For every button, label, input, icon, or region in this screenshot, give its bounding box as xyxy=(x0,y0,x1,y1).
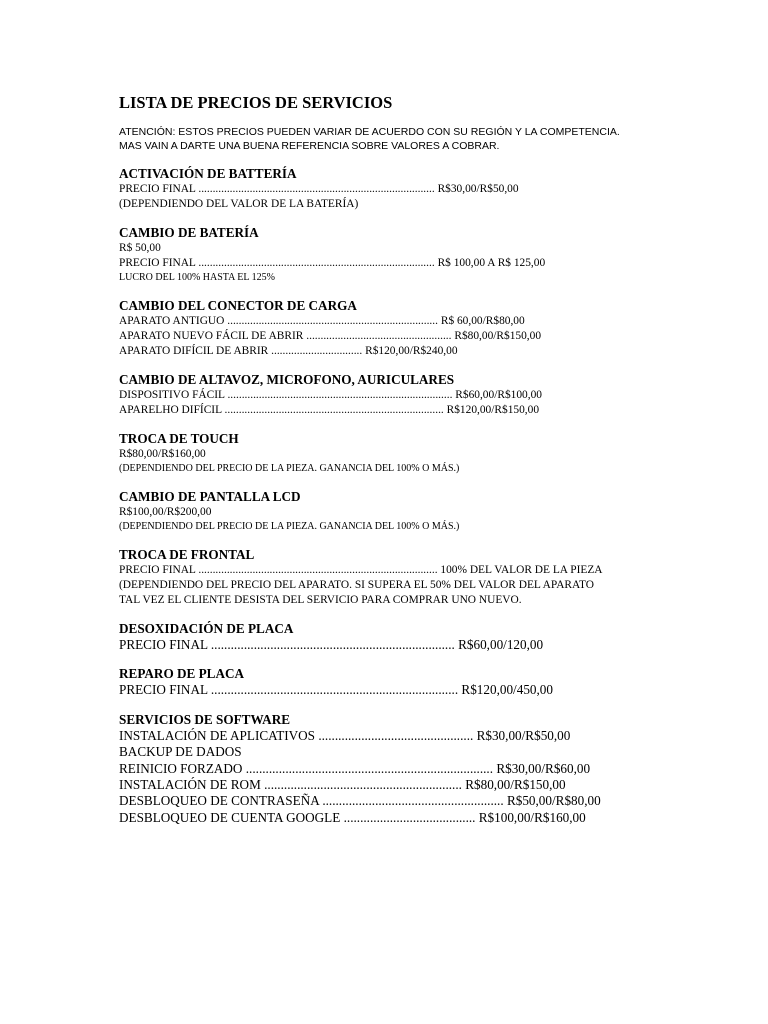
notice-line: MAS VAIN A DARTE UNA BUENA REFERENCIA SOBRE VALORES A COBRAR. xyxy=(119,139,500,152)
row-price: R$80,00/R$150,00 xyxy=(454,330,542,342)
row-price: R$50,00/R$80,00 xyxy=(506,793,601,809)
row-label: TAL VEZ EL CLIENTE DESISTA DEL SERVICIO PARA COMPRAR UNO NUEVO. xyxy=(119,594,522,606)
row-label: PRECIO FINAL xyxy=(119,637,208,652)
row-label: R$80,00/R$160,00 xyxy=(119,448,206,460)
dot-leader: ....................................................... xyxy=(322,793,504,809)
row-price: R$60,00/R$100,00 xyxy=(455,389,542,401)
dot-leader: .................................................................................... xyxy=(198,564,438,576)
dot-leader: ............................................... xyxy=(318,727,474,743)
service-section xyxy=(119,165,679,212)
section-title: DESOXIDACIÓN DE PLACA xyxy=(119,621,294,636)
price-row xyxy=(119,810,679,826)
dot-leader: ............................................................ xyxy=(264,777,462,793)
row-price: R$ 60,00/R$80,00 xyxy=(440,315,525,327)
price-row xyxy=(119,761,679,777)
row-label: APARELHO DIFÍCIL xyxy=(119,404,222,416)
dot-leader: .......................................................................... xyxy=(227,315,438,327)
row-label: APARATO ANTIGUO xyxy=(119,315,225,327)
row-price: R$80,00/R$150,00 xyxy=(465,777,566,793)
notice-line: ATENCIÓN: ESTOS PRECIOS PUEDEN VARIAR DE ACUERDO CON SU REGIÓN Y LA COMPETENCIA. xyxy=(119,126,620,138)
section-title: CAMBIO DEL CONECTOR DE CARGA xyxy=(119,298,357,313)
row-label: INSTALACIÓN DE ROM xyxy=(119,777,261,793)
sections-container xyxy=(119,165,679,826)
row-label: LUCRO DEL 100% HASTA EL 125% xyxy=(119,272,275,283)
price-row xyxy=(119,637,679,653)
price-row xyxy=(119,505,679,520)
price-row xyxy=(119,777,679,793)
row-price: R$30,00/R$60,00 xyxy=(496,760,591,776)
price-row xyxy=(119,462,679,476)
service-section xyxy=(119,371,679,418)
dot-leader: ............................................................................... xyxy=(227,389,453,401)
row-label: R$ 50,00 xyxy=(119,242,161,254)
price-row xyxy=(119,197,679,212)
service-section xyxy=(119,711,679,826)
price-row xyxy=(119,578,679,593)
row-label: APARATO NUEVO FÁCIL DE ABRIR xyxy=(119,330,304,342)
row-price: R$30,00/R$50,00 xyxy=(476,727,571,743)
row-label: DESBLOQUEO DE CONTRASEÑA xyxy=(119,793,320,809)
row-label: (DEPENDIENDO DEL PRECIO DEL APARATO. SI SUPERA EL 50% DEL VALOR DEL APARATO xyxy=(119,579,594,591)
row-price: R$30,00/R$50,00 xyxy=(437,183,519,195)
dot-leader: ........................................ xyxy=(343,809,476,825)
dot-leader: ................................................................................... xyxy=(198,257,435,269)
section-title: CAMBIO DE BATERÍA xyxy=(119,225,259,240)
price-row xyxy=(119,241,679,256)
price-row xyxy=(119,744,679,760)
row-label: DESBLOQUEO DE CUENTA GOOGLE xyxy=(119,809,341,825)
service-section xyxy=(119,430,679,476)
notice xyxy=(119,126,679,153)
row-label: REINICIO FORZADO xyxy=(119,760,243,776)
price-row xyxy=(119,447,679,462)
price-row xyxy=(119,344,679,359)
dot-leader: ........................................................................... xyxy=(245,760,494,776)
price-row xyxy=(119,314,679,329)
dot-leader: ................................ xyxy=(271,345,363,357)
row-label: DISPOSITIVO FÁCIL xyxy=(119,389,225,401)
row-label: PRECIO FINAL xyxy=(119,257,196,269)
row-label: BACKUP DE DADOS xyxy=(119,744,242,760)
price-row xyxy=(119,403,679,418)
service-section xyxy=(119,665,679,698)
price-row xyxy=(119,182,679,197)
section-title: REPARO DE PLACA xyxy=(119,666,245,682)
price-row xyxy=(119,728,679,744)
price-row xyxy=(119,329,679,344)
service-section xyxy=(119,488,679,534)
row-label: PRECIO FINAL xyxy=(119,183,196,195)
section-title: TROCA DE TOUCH xyxy=(119,431,239,446)
service-section xyxy=(119,620,679,653)
price-row xyxy=(119,520,679,534)
service-section xyxy=(119,224,679,285)
row-label: INSTALACIÓN DE APLICATIVOS xyxy=(119,727,316,743)
dot-leader: ................................................................................... xyxy=(198,183,435,195)
dot-leader: .......................................................................... xyxy=(210,637,455,652)
price-row xyxy=(119,388,679,403)
section-title: CAMBIO DE PANTALLA LCD xyxy=(119,489,301,504)
row-label: PRECIO FINAL xyxy=(119,682,208,698)
section-title: ACTIVACIÓN DE BATTERÍA xyxy=(119,166,297,181)
section-title: CAMBIO DE ALTAVOZ, MICROFONO, AURICULARES xyxy=(119,372,455,387)
price-row xyxy=(119,593,679,608)
section-title: SERVICIOS DE SOFTWARE xyxy=(119,711,291,727)
row-price: R$120,00/R$240,00 xyxy=(365,345,458,357)
service-section xyxy=(119,546,679,608)
row-label: R$100,00/R$200,00 xyxy=(119,506,212,518)
row-label: APARATO DIFÍCIL DE ABRIR xyxy=(119,345,269,357)
row-label: (DEPENDIENDO DEL PRECIO DE LA PIEZA. GANANCIA DEL 100% O MÁS.) xyxy=(119,521,460,532)
price-row xyxy=(119,563,679,578)
row-label: (DEPENDIENDO DEL PRECIO DE LA PIEZA. GANANCIA DEL 100% O MÁS.) xyxy=(119,463,460,474)
row-price: R$120,00/R$150,00 xyxy=(446,404,540,416)
dot-leader: ................................................... xyxy=(306,330,452,342)
page-title: LISTA DE PRECIOS DE SERVICIOS xyxy=(119,93,393,112)
price-row xyxy=(119,256,679,271)
row-price: R$120,00/450,00 xyxy=(461,682,553,698)
price-row xyxy=(119,793,679,809)
price-list-document xyxy=(119,92,679,826)
dot-leader: ........................................................................... xyxy=(210,682,459,698)
row-label: (DEPENDIENDO DEL VALOR DE LA BATERÍA) xyxy=(119,198,359,210)
row-price: R$ 100,00 A R$ 125,00 xyxy=(437,257,546,269)
section-title: TROCA DE FRONTAL xyxy=(119,547,255,562)
dot-leader: ............................................................................. xyxy=(224,404,444,416)
row-price: R$100,00/R$160,00 xyxy=(478,809,586,825)
row-label: PRECIO FINAL xyxy=(119,564,196,576)
price-row xyxy=(119,682,679,698)
service-section xyxy=(119,297,679,359)
price-row xyxy=(119,271,679,285)
row-price: 100% DEL VALOR DE LA PIEZA xyxy=(440,564,603,576)
row-price: R$60,00/120,00 xyxy=(458,637,544,652)
